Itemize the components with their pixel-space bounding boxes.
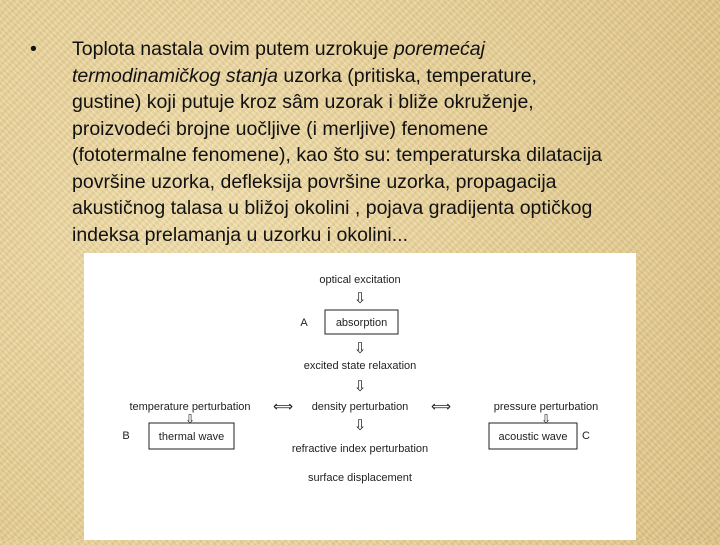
text-line-1b-italic: poremećaj xyxy=(393,38,485,60)
arrow-down-3-icon: ⇩ xyxy=(353,378,367,395)
arrow-down-2-icon: ⇩ xyxy=(353,340,367,357)
thermal-wave-label: thermal wave xyxy=(158,431,225,443)
text-line-4: proizvodeći brojne uočljive (i merljive) fenomene xyxy=(72,117,489,140)
acoustic-wave-label: acoustic wave xyxy=(498,431,568,443)
diagram-panel xyxy=(84,253,636,540)
bullet-marker: • xyxy=(30,38,37,60)
surface-displacement-label: surface displacement xyxy=(308,472,412,484)
text-line-5: (fototermalne fenomene), kao što su: temperaturska dilatacija xyxy=(72,144,603,166)
bullet-paragraph xyxy=(30,36,688,248)
text-line-6: površine uzorka, defleksija površine uzorka, propagacija xyxy=(72,170,557,193)
arrow-down-thermal-icon: ⇩ xyxy=(184,412,196,426)
pressure-perturbation-label: pressure perturbation xyxy=(493,401,599,413)
absorption-label: absorption xyxy=(335,317,388,329)
label-b: B xyxy=(122,430,130,442)
excited-state-relaxation-label: excited state relaxation xyxy=(303,360,417,372)
density-perturbation-label: density perturbation xyxy=(311,401,409,413)
double-arrow-right-icon: ⟺ xyxy=(430,398,452,414)
arrow-down-4-icon: ⇩ xyxy=(353,417,367,434)
text-line-2a-italic: termodinamičkog stanja xyxy=(72,64,278,87)
optical-excitation-label: optical excitation xyxy=(319,274,401,286)
label-a: A xyxy=(300,317,308,329)
arrow-down-acoustic-icon: ⇩ xyxy=(540,412,552,426)
text-line-3: gustine) koji putuje kroz sâm uzorak i bliže okruženje, xyxy=(72,91,534,113)
text-line-2 xyxy=(48,63,688,90)
refractive-index-perturbation-label: refractive index perturbation xyxy=(291,443,429,455)
photothermal-diagram xyxy=(84,253,636,540)
text-line-8: indeksa prelamanja u uzorku i okolini... xyxy=(72,223,409,246)
arrow-down-1-icon: ⇩ xyxy=(353,290,367,307)
text-line-1a: Toplota nastala ovim putem uzrokuje xyxy=(72,38,394,60)
label-c: C xyxy=(582,430,590,442)
double-arrow-left-icon: ⟺ xyxy=(272,398,294,414)
text-line-2b: uzorka (pritiska, temperature, xyxy=(277,64,537,87)
text-line-1 xyxy=(48,36,688,63)
text-line-7: akustičnog talasa u bližoj okolini , pojava gradijenta optičkog xyxy=(72,197,593,219)
temperature-perturbation-label: temperature perturbation xyxy=(129,401,251,413)
